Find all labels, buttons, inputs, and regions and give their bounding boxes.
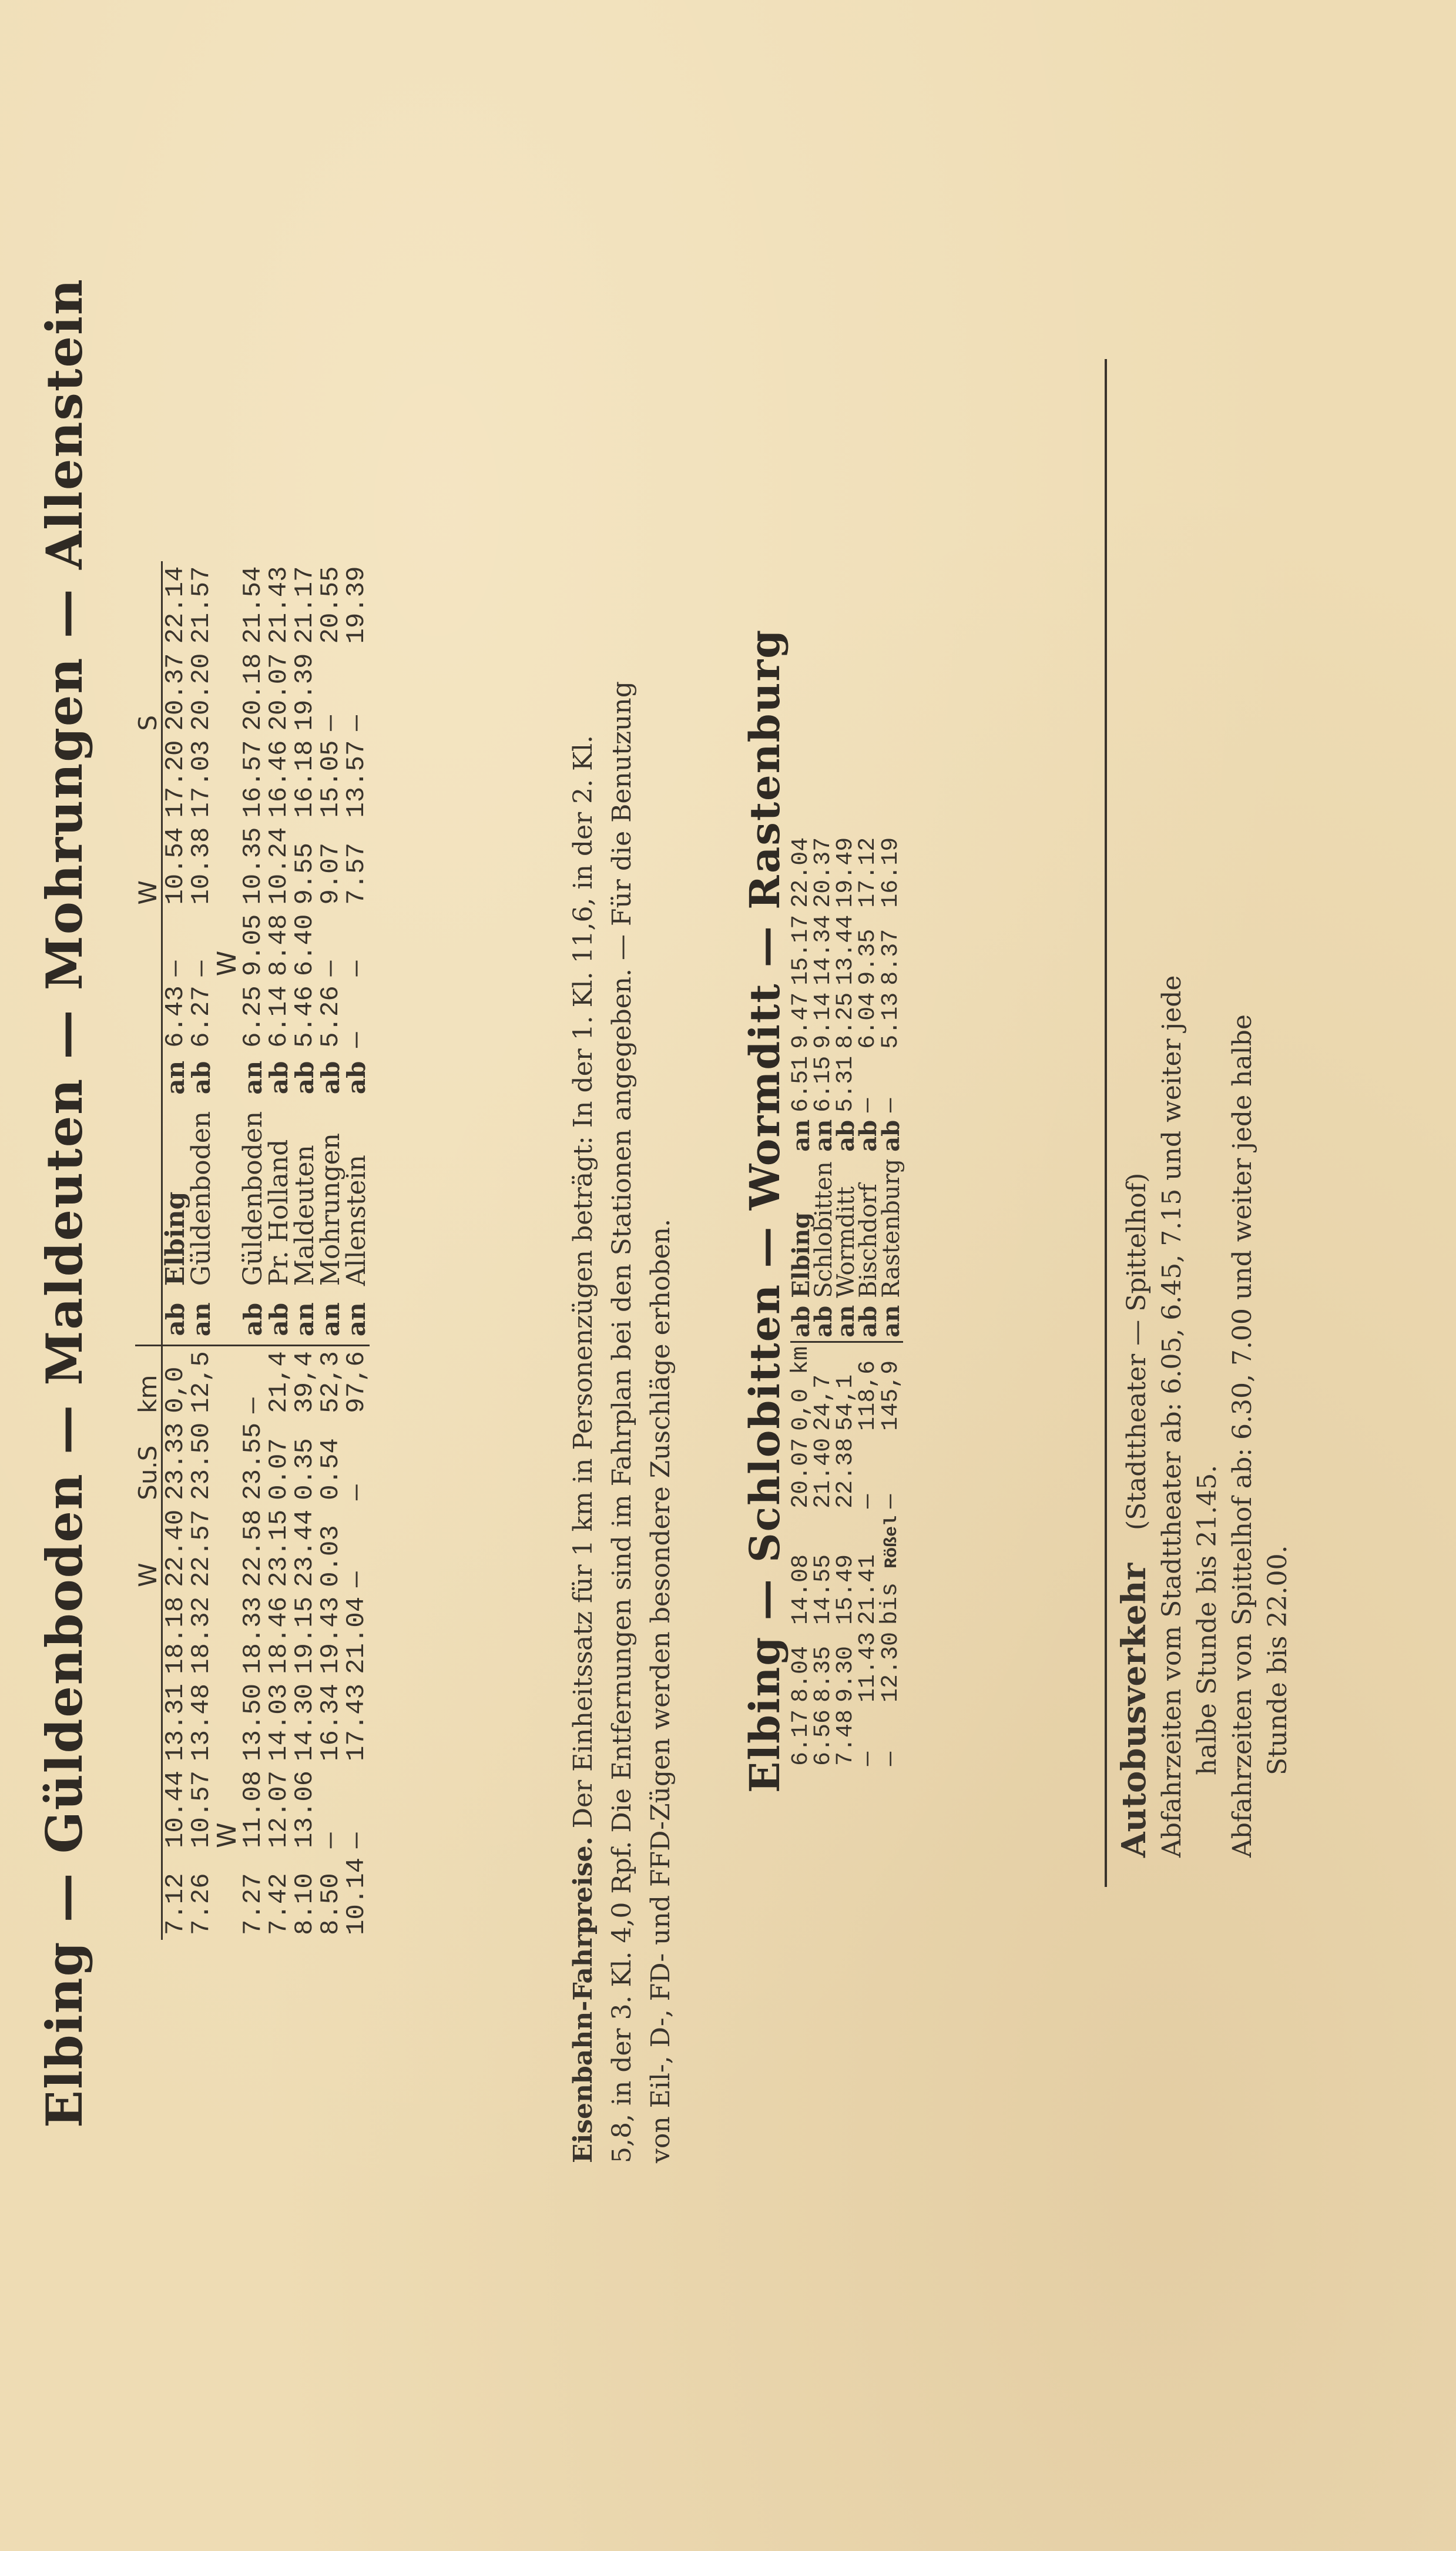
route-title-2: Elbing — Schlobitten — Wormditt — Rastenburg — [740, 628, 789, 1793]
bus-line-2: halbe Stunde bis 21.45. — [1192, 1464, 1222, 1775]
table-row: 7.42 12.07 14.03 18.46 23.15 0.07 21,4 ab Pr. Holland ab 6.14 8.48 10.24 16.46 20.07 21.43 — [264, 566, 294, 1935]
roessel-label: Rößel — [882, 1515, 902, 1568]
table-row: 7.12 10.44 13.31 18.18 22.40 23.33 0,0 ab Elbing an 6.43 — 10.54 17.20 20.37 22.14 — [160, 566, 190, 1935]
table-row: 8.10 13.06 14.30 19.15 23.44 0.35 39,4 an Maldeuten ab 5.46 6.40 9.55 16.18 19.39 21.17 — [290, 566, 320, 1935]
bus-title: Autobusverkehr — [1115, 1563, 1153, 1858]
bus-line-1: Abfahrzeiten vom Stadttheater ab: 6.05, 6.45, 7.15 und weiter jede — [1157, 975, 1187, 1858]
fares-line-2: 5,8, in der 3. Kl. 4,0 Rpf. Die Entfernungen sind im Fahrplan bei den Stationen angegeben. — Für die Benutzung — [607, 681, 637, 2163]
bus-line-4: Stunde bis 22.00. — [1263, 1545, 1293, 1775]
table-row: 6.17 8.04 14.08 20.07 0,0 km ab Elbing an 6.51 9.47 15.17 22.04 — [787, 837, 815, 1766]
route-title-1: Elbing — Güldenboden — Maldeuten — Mohrungen — Allenstein — [35, 278, 93, 2128]
table-row: 7.48 9.30 15.49 22.38 54,1 an Wormditt ab 5.31 8.25 13.44 19.49 — [832, 837, 860, 1766]
table-row: 8.50 — 16.34 19.43 0.03 0.54 52,3 an Mohrungen ab 5.26 — 9.07 15.05 — 20.55 — [316, 566, 345, 1935]
bus-subtitle: (Stadttheater — Spittelhof) — [1122, 1172, 1152, 1530]
bus-line-3: Abfahrzeiten von Spittelhof ab: 6.30, 7.00 und weiter jede halbe — [1227, 1014, 1257, 1858]
table-row: 7.27 11.08 13.50 18.33 22.58 23.55 — ab Güldenboden an 6.25 9.05 10.35 16.57 20.18 21.54 — [238, 566, 268, 1935]
table-row: 7.26 10.57 13.48 18.32 22.57 23.50 12,5 an Güldenboden ab 6.27 — 10.38 17.03 20.20 21.57 — [186, 566, 216, 1935]
table-row: — 11.43 21.41 — 118,6 ab Bischdorf ab — 6.04 9.35 17.12 — [854, 837, 882, 1766]
table-row: 10.14 — 17.43 21.04 — — 97,6 an Allenstein ab — — 7.57 13.57 — 19.39 — [341, 566, 371, 1935]
fares-text — [564, 681, 680, 2163]
bus-text — [1116, 976, 1296, 1858]
table-row: — 12.30 bis Rößel — 145,9 an Rastenburg ab — 5.13 8.37 16.19 — [877, 837, 905, 1766]
fares-line-3: von Eil-, D-, FD- und FFD-Zügen werden besondere Zuschläge erhoben. — [646, 1218, 676, 2163]
bus-section — [1105, 359, 1107, 1887]
fares-line-1: Eisenbahn-Fahrpreise. Der Einheitssatz für 1 km in Personenzügen beträgt: In der 1. Kl. 11,6, in der 2. Kl. — [568, 735, 598, 2163]
timetable-1 — [135, 562, 370, 1940]
table-row: 6.56 8.35 14.55 21.40 24,7 ab Schlobitten an 6.15 9.14 14.34 20.37 — [810, 837, 837, 1766]
timetable-2 — [787, 834, 905, 1769]
table-row: W W — [212, 950, 242, 1848]
table-header: W Su.S km W S — [135, 562, 162, 1940]
